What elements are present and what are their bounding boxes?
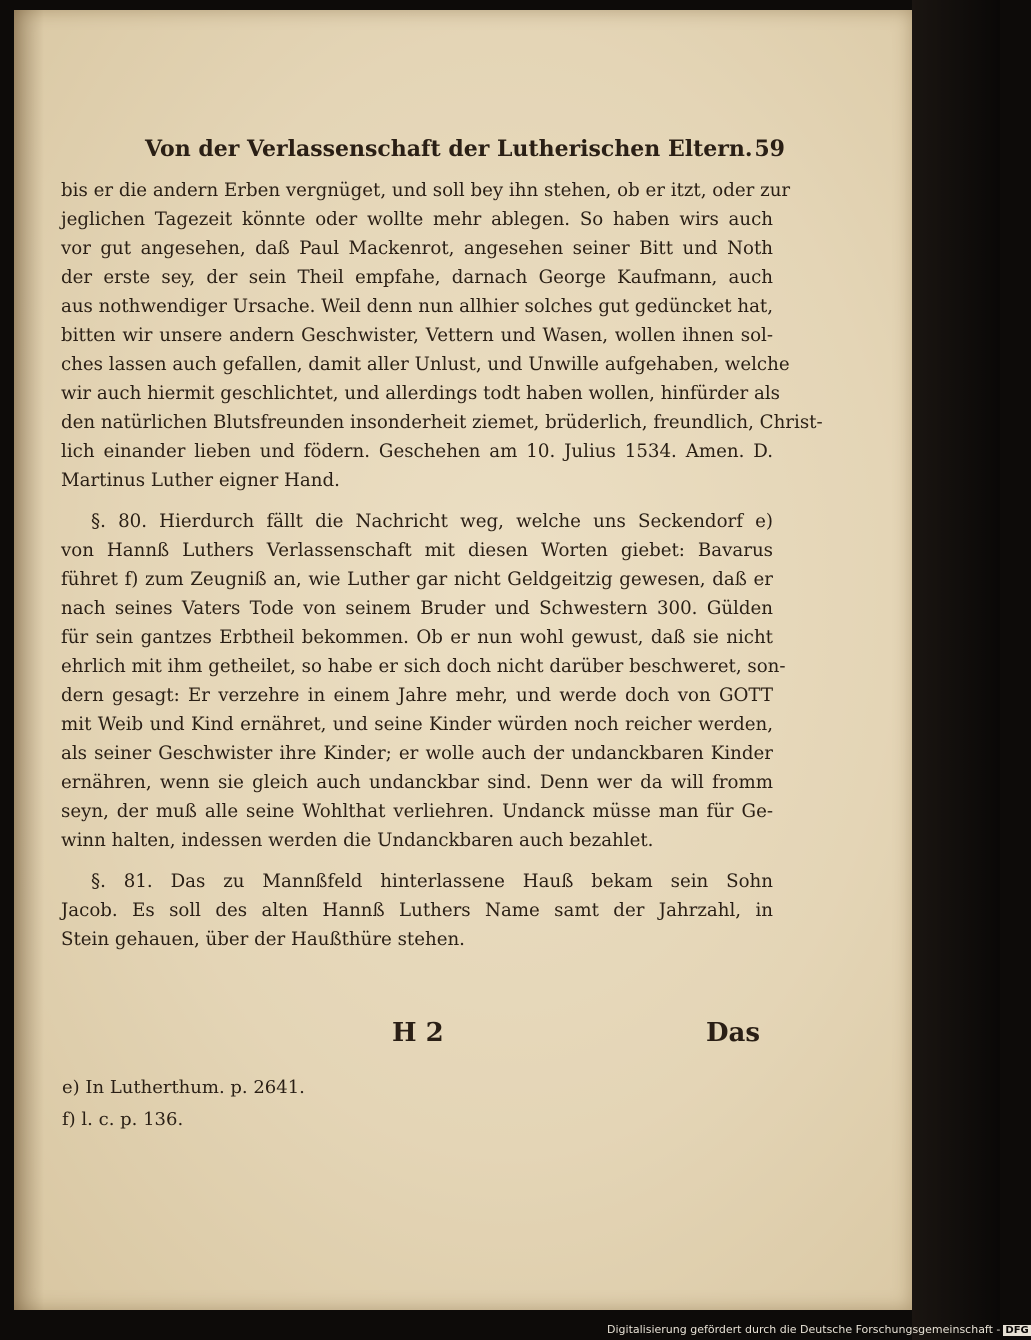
text-line: wir auch hiermit geschlichtet, und allerdings todt haben wollen, hinfürder als [61, 383, 780, 404]
footnote-e: e) In Lutherthum. p. 2641. [62, 1077, 305, 1098]
text-line: aus nothwendiger Ursache. Weil denn nun allhier solches gut gedüncket hat, [61, 296, 773, 317]
footnotes [62, 1072, 305, 1136]
text-line: bis er die andern Erben vergnüget, und soll bey ihn stehen, ob er itzt, oder zur [61, 180, 791, 201]
paragraph-80 [61, 507, 786, 855]
text-line: für sein gantzes Erbtheil bekommen. Ob er nun wohl gewust, daß sie nicht [61, 627, 773, 648]
text-line: dern gesagt: Er verzehre in einem Jahre mehr, und werde doch von GOTT [61, 685, 773, 706]
footnote-f: f) l. c. p. 136. [62, 1109, 184, 1130]
text-line: als seiner Geschwister ihre Kinder; er wolle auch der undanckbaren Kinder [61, 743, 773, 764]
text-line: Stein gehauen, über der Haußthüre stehen. [61, 929, 465, 950]
running-header [145, 136, 785, 170]
text-line: ches lassen auch gefallen, damit aller Unlust, und Unwille aufgehaben, welche [61, 354, 790, 375]
text-line: ehrlich mit ihm getheilet, so habe er sich doch nicht darüber beschweret, son- [61, 656, 786, 677]
text-line: der erste sey, der sein Theil empfahe, darnach George Kaufmann, auch [61, 267, 773, 288]
credit-text: Digitalisierung gefördert durch die Deutsche Forschungsgemeinschaft - [607, 1323, 1001, 1336]
text-line: Martinus Luther eigner Hand. [61, 470, 340, 491]
body-paragraph [61, 176, 823, 495]
main-text [61, 176, 823, 954]
signature-mark: H 2 [392, 1018, 444, 1048]
text-line: bitten wir unsere andern Geschwister, Vettern und Wasen, wollen ihnen sol- [61, 325, 773, 346]
text-line: ernähren, wenn sie gleich auch undanckbar sind. Denn wer da will fromm [61, 772, 773, 793]
text-line: von Hannß Luthers Verlassenschaft mit diesen Worten giebet: Bavarus [61, 540, 773, 561]
dfg-logo: DFG [1005, 1325, 1029, 1336]
text-line: winn halten, indessen werden die Undanckbaren auch bezahlet. [61, 830, 654, 851]
text-line: Jacob. Es soll des alten Hannß Luthers Name samt der Jahrzahl, in [61, 900, 773, 921]
text-line: vor gut angesehen, daß Paul Mackenrot, angesehen seiner Bitt und Noth [61, 238, 773, 259]
text-line: den natürlichen Blutsfreunden insonderheit ziemet, brüderlich, freundlich, Christ- [61, 412, 823, 433]
text-line: führet f) zum Zeugniß an, wie Luther gar nicht Geldgeitzig gewesen, daß er [61, 569, 773, 590]
page-edge [912, 0, 1000, 1340]
text-line: jeglichen Tagezeit könnte oder wollte mehr ablegen. So haben wirs auch [61, 209, 773, 230]
text-line: nach seines Vaters Tode von seinem Bruder und Schwestern 300. Gülden [61, 598, 773, 619]
page-number: 59 [754, 136, 785, 162]
gutter-shadow [14, 10, 44, 1310]
digitization-credit [607, 1323, 1031, 1336]
text-line: §. 81. Das zu Mannßfeld hinterlassene Hauß bekam sein Sohn [91, 871, 773, 892]
catchword: Das [706, 1018, 761, 1048]
text-line: mit Weib und Kind ernähret, und seine Kinder würden noch reicher werden, [61, 714, 773, 735]
text-line: lich einander lieben und födern. Geschehen am 10. Julius 1534. Amen. D. [61, 441, 773, 462]
running-title: Von der Verlassenschaft der Lutherischen Eltern. [145, 136, 753, 162]
text-line: seyn, der muß alle seine Wohlthat verliehren. Undanck müsse man für Ge- [61, 801, 773, 822]
text-line: §. 80. Hierdurch fällt die Nachricht weg, welche uns Seckendorf e) [91, 511, 773, 532]
paragraph-81 [61, 867, 773, 954]
